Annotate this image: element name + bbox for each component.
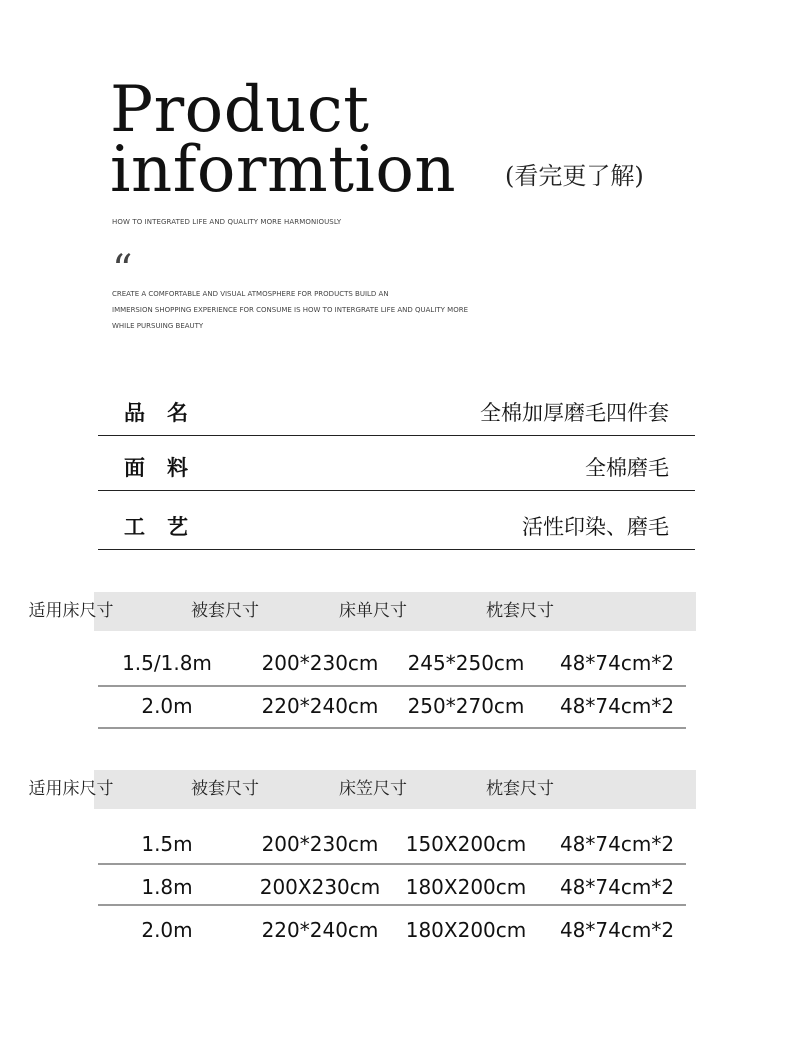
info-row-fabric [98,444,695,491]
size-table-1-header [28,592,696,631]
row-divider [98,904,686,906]
tagline: HOW TO INTEGRATED LIFE AND QUALITY MORE HARMONIOUSLY [112,218,342,226]
table-header-cell: 被套尺寸 [191,601,259,621]
table-header-cell: 枕套尺寸 [486,601,554,621]
table-cell: 200*230cm [261,651,379,675]
title-line-2: informtion [110,133,457,207]
table-cell: 48*74cm*2 [559,875,675,899]
table-cell: 1.5/1.8m [122,651,212,675]
table-cell: 200X230cm [259,875,381,899]
table-cell: 220*240cm [261,694,379,718]
row-divider [98,727,686,729]
info-value: 全棉加厚磨毛四件套 [480,401,669,425]
table-cell: 180X200cm [405,875,527,899]
table-header-cell: 枕套尺寸 [486,779,554,799]
subtitle-cn: (看完更了解) [505,162,644,190]
table-header-cell: 床笠尺寸 [339,779,407,799]
table-cell: 48*74cm*2 [559,694,675,718]
info-row-product-name [98,389,695,436]
table-cell: 220*240cm [261,918,379,942]
table-cell: 245*250cm [407,651,525,675]
table-cell: 48*74cm*2 [559,832,675,856]
row-divider [98,863,686,865]
size-table-2-header [28,770,696,809]
table-header-cell: 适用床尺寸 [28,779,114,799]
info-row-craft [98,503,695,550]
description-line: IMMERSION SHOPPING EXPERIENCE FOR CONSUME IS HOW TO INTERGRATE LIFE AND QUALITY MORE [112,306,468,314]
table-cell: 1.5m [141,832,193,856]
description-line: WHILE PURSUING BEAUTY [112,322,204,330]
info-value: 活性印染、磨毛 [522,515,669,539]
table-cell: 200*230cm [261,832,379,856]
table-header-cell: 适用床尺寸 [28,601,114,621]
description-line: CREATE A COMFORTABLE AND VISUAL ATMOSPHERE FOR PRODUCTS BUILD AN [112,290,389,298]
row-divider [98,685,686,687]
info-value: 全棉磨毛 [585,456,669,480]
table-header-cell: 被套尺寸 [191,779,259,799]
info-label: 面料 [124,456,210,480]
quote-mark-icon: “ [112,247,133,293]
title-line-1: Product [110,73,370,147]
table-cell: 2.0m [141,918,193,942]
table-cell: 48*74cm*2 [559,918,675,942]
info-label: 品名 [124,401,210,425]
table-cell: 250*270cm [407,694,525,718]
table-cell: 180X200cm [405,918,527,942]
table-cell: 150X200cm [405,832,527,856]
table-cell: 1.8m [141,875,193,899]
table-cell: 2.0m [141,694,193,718]
info-label: 工艺 [124,515,210,539]
table-cell: 48*74cm*2 [559,651,675,675]
table-header-cell: 床单尺寸 [339,601,407,621]
